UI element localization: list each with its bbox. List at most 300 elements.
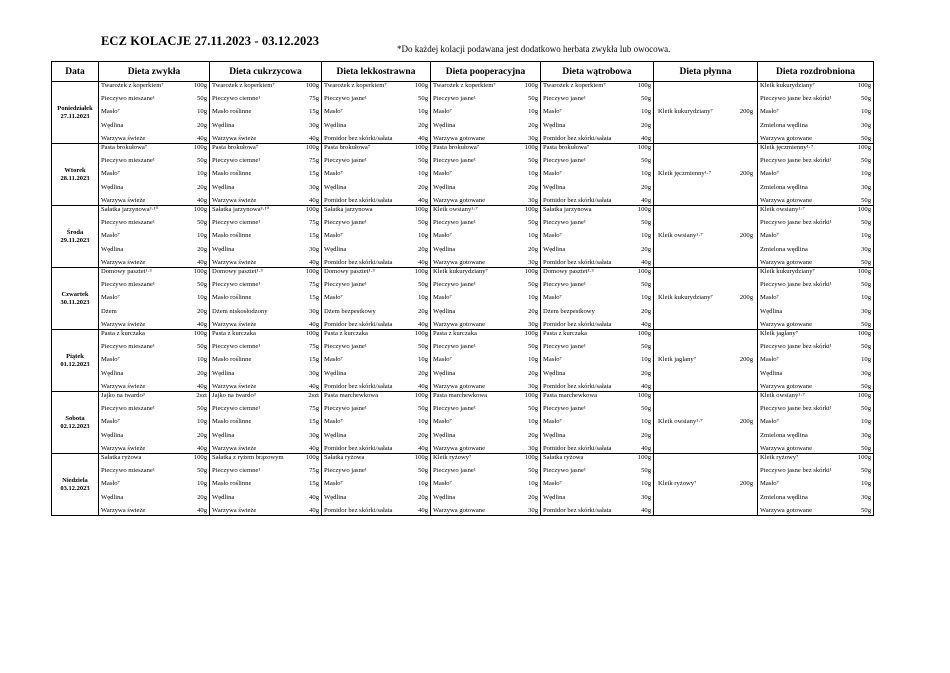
item-quantity: 10g: [197, 232, 207, 240]
menu-item: [433, 454, 538, 462]
item-name: Pasta brokułowa⁷: [101, 144, 148, 151]
item-name: Pieczywo jasne bez skórki¹: [760, 281, 832, 289]
diet-cell: [758, 392, 874, 454]
item-name: Wędlina: [101, 369, 124, 377]
diet-cell: [322, 144, 431, 206]
day-row: [52, 144, 874, 206]
menu-item: [543, 170, 651, 178]
item-name: Warzywa gotowane: [760, 506, 813, 514]
item-quantity: 75g: [309, 405, 319, 413]
col-header: Dieta cukrzycowa: [210, 62, 322, 82]
menu-item: [101, 135, 207, 143]
item-quantity: 20g: [528, 369, 538, 377]
item-name: Pieczywo jasne¹: [324, 219, 367, 227]
menu-item: [212, 445, 319, 453]
item-quantity: 50g: [641, 219, 651, 227]
item-quantity: 10g: [861, 108, 871, 116]
menu-item: [760, 494, 871, 502]
item-quantity: 200g: [739, 108, 753, 116]
item-name: Pieczywo jasne bez skórki¹: [760, 405, 832, 413]
item-quantity: 50g: [861, 157, 871, 165]
menu-item: [212, 259, 319, 267]
item-quantity: 50g: [861, 320, 871, 328]
day-date: 27.11.2023: [60, 112, 90, 120]
item-name: Pieczywo jasne¹: [324, 95, 367, 103]
diet-cell: [654, 454, 758, 516]
diet-cell: [210, 206, 322, 268]
menu-item: [760, 144, 871, 152]
menu-item: [212, 268, 319, 276]
diet-cell: [758, 454, 874, 516]
item-quantity: 20g: [418, 369, 428, 377]
item-name: Pasta marchewkowa: [433, 392, 488, 399]
item-quantity: 10g: [197, 356, 207, 364]
item-name: Twarożek z koperkiem⁷: [212, 82, 275, 89]
item-quantity: 20g: [197, 493, 207, 501]
menu-item: [324, 432, 428, 440]
item-name: Wędlina: [433, 307, 456, 315]
menu-item: [543, 184, 651, 192]
item-name: Kleik kukurydziany⁷: [658, 108, 713, 116]
item-name: Pasta z kurczaka: [433, 330, 477, 337]
menu-item: [212, 95, 319, 103]
item-name: Wędlina: [433, 493, 456, 501]
col-header: Dieta pooperacyjna: [431, 62, 541, 82]
item-quantity: 20g: [418, 245, 428, 253]
menu-item: [433, 392, 538, 400]
item-name: Twarożek z koperkiem⁷: [324, 82, 387, 89]
item-name: Masło⁷: [101, 170, 120, 178]
menu-item: [543, 308, 651, 316]
col-header: Dieta płynna: [654, 62, 758, 82]
item-quantity: 15g: [309, 108, 319, 116]
item-name: Warzywa gotowane: [433, 382, 486, 390]
item-quantity: 40g: [309, 196, 319, 204]
item-quantity: 100g: [524, 206, 538, 213]
date-cell: [52, 268, 99, 330]
menu-item: [543, 432, 651, 440]
item-quantity: 15g: [309, 232, 319, 240]
item-quantity: 75g: [309, 343, 319, 351]
item-name: Masło roślinne: [212, 108, 252, 116]
item-quantity: 20g: [197, 431, 207, 439]
diet-cell: [322, 454, 431, 516]
menu-item: [433, 356, 538, 364]
item-quantity: 30g: [528, 506, 538, 514]
item-quantity: 100g: [524, 392, 538, 399]
menu-item: [324, 232, 428, 240]
menu-item: [543, 259, 651, 267]
menu-item: [543, 246, 651, 254]
item-quantity: 20g: [197, 245, 207, 253]
item-quantity: 10g: [418, 108, 428, 116]
day-date: 03.12.2023: [60, 484, 90, 492]
menu-item: [324, 356, 428, 364]
item-quantity: 15g: [309, 480, 319, 488]
item-quantity: 30g: [528, 258, 538, 266]
menu-item: [101, 259, 207, 267]
item-quantity: 10g: [197, 418, 207, 426]
item-quantity: 40g: [197, 320, 207, 328]
item-quantity: 50g: [641, 95, 651, 103]
item-quantity: 30g: [309, 307, 319, 315]
item-quantity: 200g: [739, 170, 753, 178]
menu-item: [324, 494, 428, 502]
item-quantity: 40g: [309, 134, 319, 142]
item-quantity: 40g: [418, 258, 428, 266]
diet-cell: [758, 206, 874, 268]
menu-item: [760, 356, 871, 364]
item-name: Pasta brokułowa⁷: [212, 144, 259, 151]
menu-item: [433, 507, 538, 515]
item-quantity: 50g: [528, 219, 538, 227]
item-name: Sałatka jarzynowa³·¹⁰: [212, 206, 270, 213]
item-quantity: 50g: [418, 405, 428, 413]
day-name: Czwartek: [61, 290, 89, 298]
menu-item: [212, 281, 319, 289]
item-name: Pieczywo mieszane¹: [101, 219, 155, 227]
menu-item: [760, 197, 871, 205]
item-name: Warzywa gotowane: [433, 196, 486, 204]
menu-item: [656, 294, 755, 302]
item-name: Sałatka jarzynowa³·¹⁰: [101, 206, 159, 213]
item-name: Kleik ryżowy⁷: [433, 454, 472, 461]
item-quantity: 10g: [528, 356, 538, 364]
diet-cell: [322, 82, 431, 144]
menu-item: [543, 281, 651, 289]
item-name: Pieczywo mieszane¹: [101, 343, 155, 351]
item-name: Masło⁷: [543, 480, 562, 488]
menu-item: [433, 219, 538, 227]
menu-item: [760, 246, 871, 254]
item-name: Wędlina: [324, 431, 347, 439]
menu-item: [433, 321, 538, 329]
diet-cell: [322, 392, 431, 454]
item-name: Zmielona wędlina: [760, 431, 808, 439]
item-name: Pieczywo jasne¹: [433, 95, 476, 103]
item-quantity: 30g: [861, 493, 871, 501]
item-quantity: 100g: [857, 206, 871, 213]
col-header: Data: [52, 62, 99, 82]
item-name: Zmielona wędlina: [760, 245, 808, 253]
menu-item: [212, 507, 319, 515]
item-quantity: 100g: [414, 454, 428, 461]
item-quantity: 40g: [197, 444, 207, 452]
menu-item: [212, 294, 319, 302]
tea-note: *Do każdej kolacji podawana jest dodatkowo herbata zwykła lub owocowa.: [397, 44, 671, 54]
item-name: Kleik jaglany⁷: [760, 330, 799, 337]
diet-cell: [210, 330, 322, 392]
item-quantity: 20g: [197, 307, 207, 315]
item-quantity: 100g: [524, 268, 538, 275]
item-name: Pieczywo jasne¹: [324, 157, 367, 165]
menu-item: [324, 330, 428, 338]
item-quantity: 75g: [309, 219, 319, 227]
menu-item: [433, 432, 538, 440]
item-quantity: 50g: [861, 382, 871, 390]
day-row: [52, 268, 874, 330]
header-row: [52, 62, 874, 82]
menu-item: [760, 157, 871, 165]
diet-cell: [541, 268, 654, 330]
item-quantity: 100g: [414, 268, 428, 275]
item-name: Wędlina: [324, 245, 347, 253]
item-quantity: 100g: [857, 268, 871, 275]
item-name: Masło⁷: [101, 356, 120, 364]
item-name: Pieczywo jasne¹: [324, 343, 367, 351]
diet-cell: [322, 268, 431, 330]
item-quantity: 40g: [197, 506, 207, 514]
item-name: Masło⁷: [101, 418, 120, 426]
menu-item: [324, 268, 428, 276]
menu-item: [543, 405, 651, 413]
diet-cell: [99, 392, 210, 454]
item-quantity: 50g: [641, 405, 651, 413]
diet-cell: [99, 268, 210, 330]
diet-cell: [210, 82, 322, 144]
item-quantity: 75g: [309, 281, 319, 289]
menu-item: [543, 95, 651, 103]
item-quantity: 20g: [641, 121, 651, 129]
item-name: Warzywa świeże: [101, 382, 146, 390]
item-name: Pieczywo ciemne¹: [212, 95, 261, 103]
menu-item: [101, 308, 207, 316]
item-quantity: 50g: [418, 343, 428, 351]
item-name: Masło⁷: [543, 294, 562, 302]
menu-item: [101, 392, 207, 400]
menu-item: [212, 246, 319, 254]
item-quantity: 20g: [528, 493, 538, 501]
menu-item: [760, 308, 871, 316]
item-quantity: 50g: [418, 157, 428, 165]
item-quantity: 30g: [861, 431, 871, 439]
item-quantity: 40g: [418, 196, 428, 204]
item-quantity: 40g: [641, 134, 651, 142]
menu-item: [101, 294, 207, 302]
menu-item: [212, 206, 319, 214]
menu-item: [543, 418, 651, 426]
item-name: Masło⁷: [433, 108, 452, 116]
day-date: 30.11.2023: [60, 298, 90, 306]
item-name: Pomidor bez skórki/sałata: [324, 382, 393, 390]
item-name: Pasta z kurczaka: [101, 330, 145, 337]
menu-item: [101, 432, 207, 440]
item-name: Zmielona wędlina: [760, 183, 808, 191]
menu-item: [543, 268, 651, 276]
item-quantity: 10g: [197, 294, 207, 302]
menu-item: [212, 321, 319, 329]
menu-item: [543, 445, 651, 453]
item-name: Wędlina: [433, 431, 456, 439]
item-name: Wędlina: [433, 121, 456, 129]
menu-item: [101, 144, 207, 152]
item-quantity: 50g: [861, 343, 871, 351]
item-name: Warzywa świeże: [212, 196, 257, 204]
item-name: Masło roślinne: [212, 294, 252, 302]
item-name: Masło⁷: [101, 480, 120, 488]
menu-item: [212, 343, 319, 351]
diet-cell: [654, 144, 758, 206]
item-name: Masło⁷: [433, 418, 452, 426]
menu-item: [101, 268, 207, 276]
date-cell: [52, 82, 99, 144]
item-name: Masło⁷: [760, 108, 779, 116]
item-quantity: 100g: [857, 82, 871, 89]
col-header: Dieta rozdrobniona: [758, 62, 874, 82]
item-quantity: 10g: [641, 232, 651, 240]
menu-item: [324, 157, 428, 165]
item-quantity: 20g: [197, 121, 207, 129]
item-name: Warzywa gotowane: [760, 134, 813, 142]
item-name: Masło roślinne: [212, 232, 252, 240]
item-name: Sałatka ryżowa: [324, 454, 365, 461]
menu-item: [760, 82, 871, 90]
item-quantity: 40g: [418, 134, 428, 142]
item-quantity: 10g: [418, 418, 428, 426]
menu-item: [543, 467, 651, 475]
menu-item: [324, 343, 428, 351]
item-quantity: 10g: [641, 356, 651, 364]
menu-item: [324, 405, 428, 413]
menu-item: [433, 206, 538, 214]
item-quantity: 10g: [528, 232, 538, 240]
item-quantity: 100g: [524, 330, 538, 337]
item-name: Kleik owsiany¹·⁷: [760, 206, 805, 213]
diet-cell: [99, 330, 210, 392]
item-quantity: 20g: [528, 307, 538, 315]
menu-item: [760, 454, 871, 462]
item-name: Kleik owsiany¹·⁷: [658, 418, 703, 426]
menu-item: [324, 392, 428, 400]
menu-item: [212, 184, 319, 192]
menu-item: [433, 157, 538, 165]
item-quantity: 20g: [528, 183, 538, 191]
day-date: 01.12.2023: [60, 360, 90, 368]
menu-item: [760, 330, 871, 338]
item-name: Pieczywo jasne bez skórki¹: [760, 219, 832, 227]
menu-item: [324, 246, 428, 254]
diet-cell: [654, 268, 758, 330]
item-name: Warzywa świeże: [101, 444, 146, 452]
menu-item: [101, 108, 207, 116]
item-quantity: 40g: [197, 196, 207, 204]
item-quantity: 30g: [309, 431, 319, 439]
item-quantity: 10g: [528, 108, 538, 116]
item-quantity: 50g: [197, 405, 207, 413]
item-quantity: 50g: [197, 95, 207, 103]
item-name: Warzywa gotowane: [760, 444, 813, 452]
menu-item: [433, 135, 538, 143]
menu-item: [760, 108, 871, 116]
item-quantity: 10g: [861, 232, 871, 240]
day-date: 29.11.2023: [60, 236, 90, 244]
menu-item: [433, 144, 538, 152]
item-quantity: 30g: [861, 121, 871, 129]
item-name: Pieczywo jasne¹: [324, 281, 367, 289]
menu-item: [324, 108, 428, 116]
item-name: Wędlina: [433, 183, 456, 191]
item-name: Jajko na twardo³: [212, 392, 256, 399]
item-quantity: 50g: [418, 219, 428, 227]
menu-item: [212, 370, 319, 378]
item-quantity: 100g: [414, 82, 428, 89]
menu-item: [212, 480, 319, 488]
menu-item: [760, 206, 871, 214]
diet-cell: [99, 82, 210, 144]
item-quantity: 10g: [197, 480, 207, 488]
diet-cell: [322, 330, 431, 392]
item-name: Wędlina: [543, 431, 566, 439]
menu-item: [101, 197, 207, 205]
item-name: Wędlina: [760, 307, 783, 315]
item-quantity: 50g: [641, 343, 651, 351]
menu-item: [212, 219, 319, 227]
menu-item: [543, 454, 651, 462]
menu-item: [324, 219, 428, 227]
menu-item: [101, 480, 207, 488]
menu-item: [433, 343, 538, 351]
item-name: Pomidor bez skórki/sałata: [324, 444, 393, 452]
item-name: Wędlina: [101, 431, 124, 439]
item-name: Pasta marchewkowa: [543, 392, 598, 399]
item-quantity: 40g: [641, 506, 651, 514]
menu-item: [101, 206, 207, 214]
menu-item: [433, 268, 538, 276]
item-quantity: 30g: [861, 307, 871, 315]
item-name: Pomidor bez skórki/sałata: [324, 258, 393, 266]
item-quantity: 40g: [418, 382, 428, 390]
menu-item: [101, 281, 207, 289]
date-cell: [52, 392, 99, 454]
item-quantity: 100g: [524, 144, 538, 151]
menu-item: [543, 108, 651, 116]
item-quantity: 100g: [193, 206, 207, 213]
item-quantity: 15g: [309, 356, 319, 364]
item-quantity: 100g: [857, 330, 871, 337]
diet-cell: [431, 330, 541, 392]
item-quantity: 40g: [641, 320, 651, 328]
item-quantity: 40g: [641, 444, 651, 452]
menu-item: [760, 95, 871, 103]
item-quantity: 40g: [641, 382, 651, 390]
diet-cell: [99, 144, 210, 206]
item-name: Wędlina: [433, 369, 456, 377]
item-quantity: 20g: [528, 431, 538, 439]
item-quantity: 30g: [528, 382, 538, 390]
menu-item: [760, 445, 871, 453]
diet-cell: [541, 206, 654, 268]
menu-item: [656, 356, 755, 364]
menu-item: [760, 122, 871, 130]
day-date: 02.12.2023: [60, 422, 90, 430]
item-quantity: 100g: [637, 330, 651, 337]
item-name: Pieczywo jasne¹: [543, 405, 586, 413]
day-name: Wtorek: [64, 166, 86, 174]
item-quantity: 20g: [641, 183, 651, 191]
item-name: Masło⁷: [433, 356, 452, 364]
menu-item: [543, 343, 651, 351]
item-quantity: 40g: [197, 134, 207, 142]
item-quantity: 40g: [309, 493, 319, 501]
item-name: Wędlina: [101, 245, 124, 253]
item-quantity: 20g: [528, 121, 538, 129]
item-quantity: 100g: [193, 82, 207, 89]
item-quantity: 100g: [524, 454, 538, 461]
item-quantity: 100g: [857, 392, 871, 399]
item-quantity: 10g: [418, 356, 428, 364]
menu-item: [212, 170, 319, 178]
menu-item: [101, 170, 207, 178]
